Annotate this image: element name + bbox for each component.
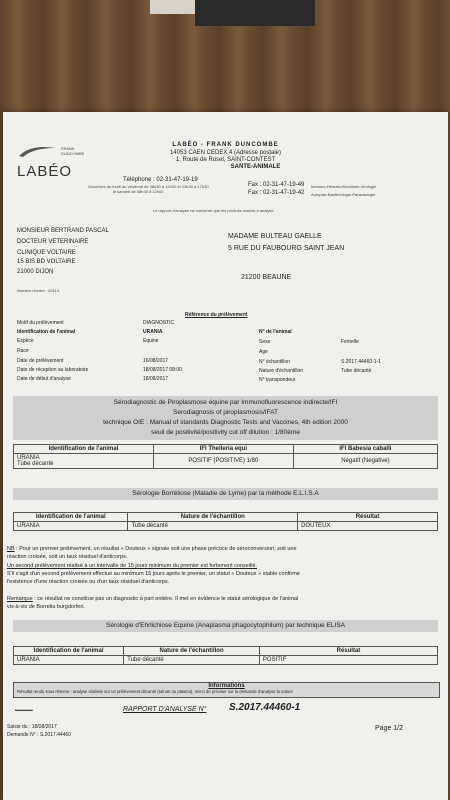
col-header-babesia: IFI Babesia caballi	[293, 445, 437, 454]
lab-fax-2-label: Autopsie-Bactériologie-Parasitologie	[311, 192, 376, 197]
cell-theileria-result: POSITIF (POSITIVE) 1/80	[153, 454, 293, 469]
race-label: Race	[17, 348, 29, 354]
sample-heading: Référence du prélèvement	[185, 312, 248, 318]
informations-text: Résultat rendu sous réserve : analyse réalisée sur un prélèvement décanté (sérum ou plasma), merci de préciser sur la demande d'analyse la nature	[17, 689, 293, 694]
recipient-clinic: CLINIQUE VOLTAIRE	[17, 250, 76, 256]
piroplasmose-results-table	[13, 444, 438, 469]
saisie-date: Saisie du : 18/08/2017	[7, 724, 57, 730]
lab-department: SANTE-ANIMALE	[230, 164, 281, 170]
col-header-nature: Nature de l'échantillon	[124, 647, 260, 656]
sexe-label: Sexe	[259, 339, 271, 345]
date-reception-value: 18/08/2017 08:00	[143, 367, 182, 373]
remarque-note	[7, 596, 298, 602]
lab-address-1: 14053 CAEN CEDEX 4 (Adresse postale)	[169, 150, 282, 156]
lab-title: LABÉO - FRANK DUNCOMBE	[172, 142, 279, 148]
lab-fax-2: Fax : 02-31-47-19-42	[248, 190, 305, 196]
demande-number: Demande N° : S.2017.44460	[7, 732, 71, 738]
second-sample-advice: Un second prélèvement réalisé à un intervalle de 15 jours minimum du premier est fortement conseillé.	[7, 563, 258, 569]
cell-animal: URANIA	[14, 522, 128, 531]
order-number: Numéro d'ordre : 20114	[17, 288, 59, 293]
lab-report-document	[3, 112, 448, 800]
report-number: S.2017.44460-1	[229, 702, 301, 713]
lab-phone: Téléphone : 02-31-47-19-19	[123, 177, 198, 183]
table-header-row	[14, 445, 438, 454]
ehrlichiose-results-table	[13, 646, 438, 665]
nature-value: Tube décanté	[341, 368, 372, 374]
cell-result: DOUTEUX	[298, 522, 438, 531]
col-header-ident: Identification de l'animal	[14, 445, 154, 454]
borreliose-results-table	[13, 512, 438, 531]
table-row	[14, 656, 438, 665]
date-prelevement-label: Date de prélèvement	[17, 358, 64, 364]
second-sample-text: S'il s'agit d'un second prélèvement effectué au minimum 15 jours après le premier, un statut « Douteux » stable confirme	[7, 571, 300, 577]
espece-value: Equine	[143, 338, 159, 344]
nb-text: : Pour un premier prélèvement, un résultat « Douteux » signale soit une phase précoce de séroconversion, soit une	[14, 546, 297, 552]
page-number: Page 1/2	[375, 725, 404, 732]
borreliose-section-header: Sérologie Borréliose (Maladie de Lyme) par la méthode E.L.I.S.A	[13, 488, 438, 500]
echantillon-value: S.2017.44460-1-1	[341, 359, 382, 365]
ehrlichiose-section-header: Sérologie d'Ehrlichiose Equine (Anaplasma phagocytophilum) par technique ELISA	[13, 620, 438, 632]
age-label: Age	[259, 349, 268, 355]
cell-nature: Tube décanté	[128, 522, 298, 531]
col-header-result: Résultat	[259, 647, 437, 656]
nb-label: NB	[7, 546, 15, 552]
date-prelevement-value: 16/08/2017	[143, 358, 169, 364]
date-debut-value: 18/08/2017	[143, 376, 169, 382]
remarque-label: Remarque	[7, 596, 33, 602]
ident-label: Identification de l'animal	[17, 329, 76, 335]
cell-animal	[14, 454, 154, 469]
motif-label: Motif du prélèvement	[17, 320, 64, 326]
recipient-street: 15 BIS BD VOLTAIRE	[17, 259, 76, 265]
transpondeur-label: N° transpondeur	[259, 377, 296, 383]
espece-label: Espèce	[17, 338, 34, 344]
owner-name: MADAME BULTEAU GAELLE	[228, 233, 322, 240]
lab-hours-1: Ouverture du lundi au vendredi de 08h30 à 12h30 et 13h30 à 17h30	[88, 184, 209, 189]
date-debut-label: Date de début d'analyse	[17, 376, 71, 382]
piroplasmose-section-header	[13, 396, 438, 440]
piroplasmose-title-2: Serodiagnosis of piroplasmosis/IFAT	[172, 409, 278, 416]
col-header-theileria: IFI Theileria equi	[153, 445, 293, 454]
nb-note	[7, 546, 297, 552]
logo-subtitle: FRANK DUNCOMBE	[61, 146, 85, 156]
piroplasmose-title-4: seuil de positivité/positivity cut off dilution : 1/80ème	[151, 429, 300, 436]
lab-scope-note: Le rapport d'analyse ne concerne que les produits soumis à analyse	[153, 208, 274, 213]
informations-box	[13, 682, 440, 698]
lab-address-2: 1, Route de Rosel, SAINT-CONTEST	[175, 157, 276, 163]
cell-animal: URANIA	[14, 656, 124, 665]
piroplasmose-title-1: Sérodiagnostic de Piroplasmose équine par Immunofluorescence indirecte/IFI	[113, 399, 338, 406]
owner-city: 21200 BEAUNE	[241, 274, 292, 281]
logo-text: LABÉO	[17, 163, 73, 180]
nb-text-2: réaction croisée, soit un taux résiduel d'anticorps.	[7, 554, 128, 560]
cell-babesia-result: Négatif (Negative)	[293, 454, 437, 469]
animal-id: URANIA	[17, 455, 40, 461]
report-label: RAPPORT D'ANALYSE N°	[123, 706, 207, 713]
remarque-text-2: vis-à-vis de Borrelia burgdorferi.	[7, 604, 85, 610]
signature-placeholder: ________	[15, 705, 33, 710]
sample-type: Tube décanté	[17, 461, 54, 467]
recipient-name: MONSIEUR BERTRAND PASCAL	[17, 228, 109, 234]
col-header-result: Résultat	[298, 513, 438, 522]
col-header-ident: Identification de l'animal	[14, 513, 128, 522]
remarque-text: : ce résultat ne constitue pas un diagnostic à part entière. Il met en évidence le statut sérologique de l'animal	[32, 596, 299, 602]
date-reception-label: Date de réception au laboratoire	[17, 367, 89, 373]
ident-value: URANIA	[143, 329, 163, 335]
cell-result: POSITIF	[259, 656, 437, 665]
lab-hours-2: le samedi de 08h30 à 12h00	[113, 189, 164, 194]
recipient-city: 21000 DIJON	[17, 269, 54, 275]
background-object-dark	[195, 0, 315, 26]
recipient-title: DOCTEUR VETERINAIRE	[17, 239, 89, 245]
table-row	[14, 522, 438, 531]
col-header-ident: Identification de l'animal	[14, 647, 124, 656]
col-header-nature: Nature de l'échantillon	[128, 513, 298, 522]
motif-value: DIAGNOSTIC	[143, 320, 175, 326]
lab-fax-1: Fax : 02-31-47-19-49	[248, 182, 305, 188]
owner-street: 5 RUE DU FAUBOURG SAINT JEAN	[228, 245, 345, 252]
table-header-row	[14, 647, 438, 656]
cell-nature: Tube décanté	[124, 656, 260, 665]
echantillon-label: N° échantillon	[259, 359, 290, 365]
animal-number-label: N° de l'animal	[259, 329, 292, 335]
nature-label: Nature d'échantillon	[259, 368, 304, 374]
table-row	[14, 454, 438, 469]
piroplasmose-title-3: technique OIE : Manual of standards Diagnostic Tests and Vaccines, 4th edition 2000	[103, 419, 348, 426]
sexe-value: Femelle	[341, 339, 359, 345]
second-sample-text-2: l'existence d'une réaction croisée ou d'un taux résiduel d'anticorps.	[7, 579, 170, 585]
table-header-row	[14, 513, 438, 522]
lab-fax-1-label: Immuno-Hémato-Biochimie-Virologie	[311, 184, 377, 189]
informations-title: Informations	[208, 683, 245, 689]
